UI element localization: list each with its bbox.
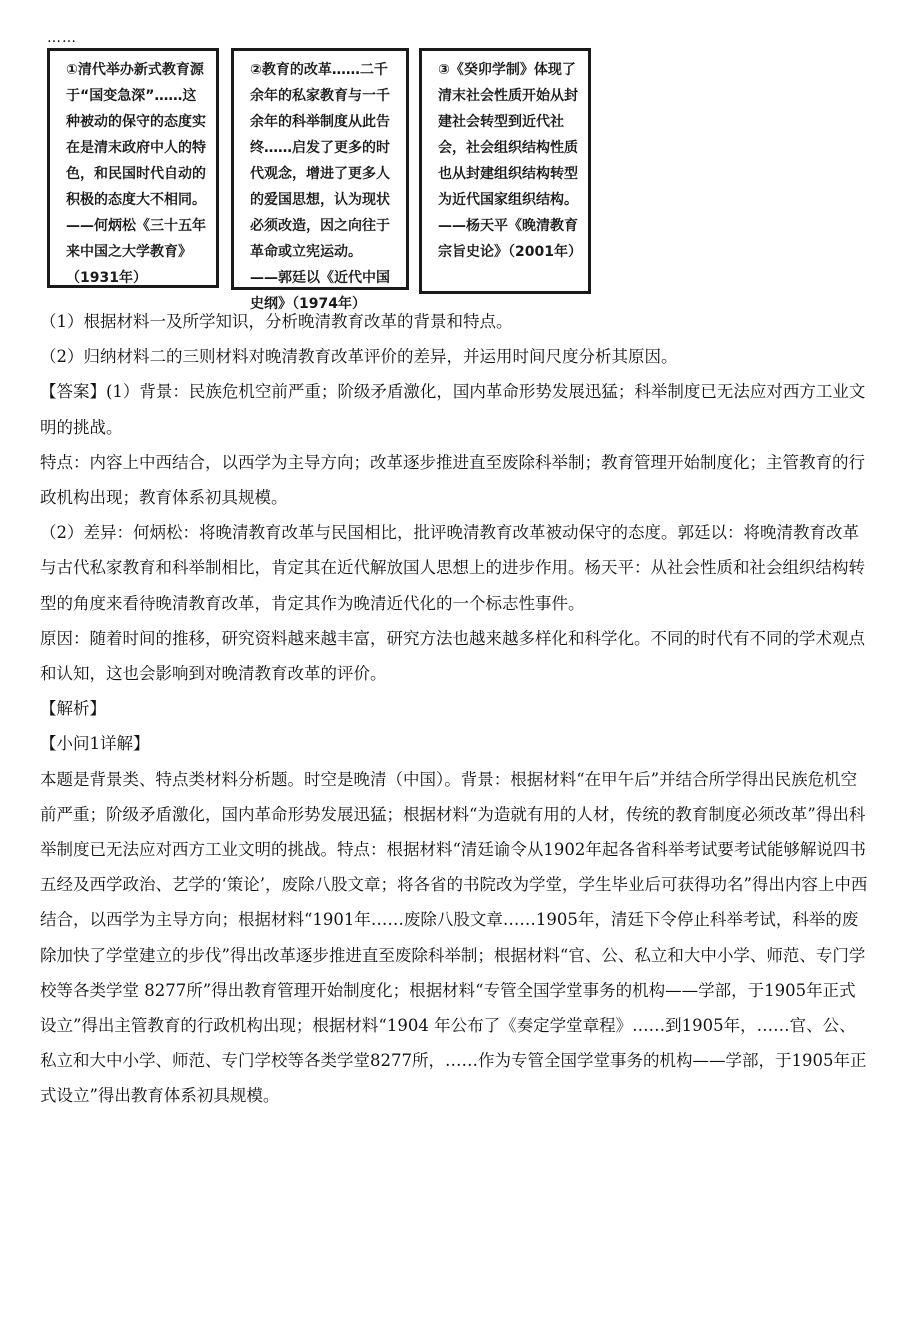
subquestion-1-analysis: 本题是背景类、特点类材料分析题。时空是晚清（中国）。背景：根据材料“在甲午后”并结合所学得出民族危机空前严重；阶级矛盾激化，国内革命形势发展迅猛；根据材料“为造就有用的人材，传统的教育制度必须改革”得出科举制度已无法应对西方工业文明的挑战。特点：根据材料“清廷谕令从1902年起各省科举考试要考试能够解说四书五经及西学政治、艺学的‘策论’，废除八股文章；将各省的书院改为学堂，学生毕业后可获得功名”得出内容上中西结合，以西学为主导方向；根据材料“1901年……废除八股文章……1905年，清廷下令停止科举考试，科举的废除加快了学堂建立的步伐”得出改革逐步推进直至废除科举制；根据材料“官、公、私立和大中小学、师范、专门学校等各类学堂 8277所”得出教育管理开始制度化；根据材料“专管全国学堂事务的机构——学部，于1905年正式设立”得出主管教育的行政机构出现；根据材料“1904 年公布了《奏定学堂章程》……到1905年，……官、公、私立和大中小学、师范、专门学校等各类学堂8277所，……作为专管全国学堂事务的机构——学部，于1905年正式设立”得出教育体系初具规模。 <box>40 769 868 1106</box>
answer-2-differences: （2）差异：何炳松：将晚清教育改革与民国相比，批评晚清教育改革被动保守的态度。郭廷以：将晚清教育改革与古代私家教育和科举制相比，肯定其在近代解放国人思想上的进步作用。杨天平：从社会性质和社会组织结构转型的角度来看待晚清教育改革，肯定其作为晚清近代化的一个标志性事件。 <box>40 523 865 613</box>
material-boxes <box>47 48 592 312</box>
subquestion-1-heading: 【小问1详解】 <box>40 734 150 754</box>
answer-1-background: 【答案】(1）背景：民族危机空前严重；阶级矛盾激化，国内革命形势发展迅猛；科举制度已无法应对西方工业文明的挑战。 <box>40 382 866 437</box>
question-1: （1）根据材料一及所学知识，分析晚清教育改革的背景和特点。 <box>40 312 513 331</box>
top-ellipsis: …… <box>47 30 77 46</box>
material-box-2 <box>231 48 409 312</box>
material-box-3 <box>419 48 591 294</box>
material-source: ——杨天平《晚清教育宗旨史论》（2001年） <box>438 218 582 260</box>
material-source: ——郭廷以《近代中国史纲》（1974年） <box>250 270 390 312</box>
material-text: ①清代举办新式教育源于“国变急深”……这种被动的保守的态度实在是清末政府中人的特色，和民国时代自动的积极的态度大不相同。 <box>66 62 206 208</box>
material-source: ——何炳松《三十五年来中国之大学教育》（1931年） <box>66 218 206 286</box>
material-box-1 <box>47 48 219 288</box>
question-2: （2）归纳材料二的三则材料对晚清教育改革评价的差异，并运用时间尺度分析其原因。 <box>40 347 678 367</box>
answer-1-features: 特点：内容上中西结合，以西学为主导方向；改革逐步推进直至废除科举制；教育管理开始制度化；主管教育的行政机构出现；教育体系初具规模。 <box>40 452 865 508</box>
material-text: ③《癸卯学制》体现了清末社会性质开始从封建社会转型到近代社会，社会组织结构性质也从封建组织结构转型为近代国家组织结构。 <box>438 62 578 208</box>
document-body <box>40 304 870 1114</box>
answer-2-reasons: 原因：随着时间的推移，研究资料越来越丰富，研究方法也越来越多样化和科学化。不同的时代有不同的学术观点和认知，这也会影响到对晚清教育改革的评价。 <box>40 628 865 684</box>
material-text: ②教育的改革……二千余年的私家教育与一千余年的科举制度从此告终……启发了更多的时代观念，增进了更多人的爱国思想，认为现状必须改造，因之向往于革命或立宪运动。 <box>250 62 390 260</box>
analysis-heading: 【解析】 <box>40 699 106 719</box>
